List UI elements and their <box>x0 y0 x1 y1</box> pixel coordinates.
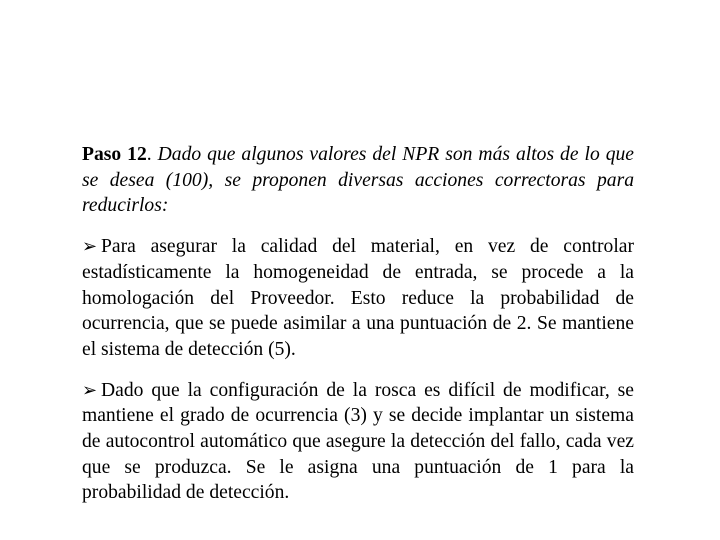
step-paragraph <box>82 142 634 219</box>
bullet-text: Dado que la configuración de la rosca es difícil de modificar, se mantiene el grado de ocurrencia (3) y se decide implantar un sistema de autocontrol automático que asegure la detección del fallo, cada vez que se produzca. Se le asigna una puntuación de 1 para la probabilidad de detección. <box>82 379 634 504</box>
step-separator: . <box>146 144 158 165</box>
step-label: Paso 12 <box>82 144 147 165</box>
slide-body <box>82 142 634 521</box>
arrow-bullet-icon: ➢ <box>82 379 98 401</box>
bullet-item-2 <box>82 378 634 507</box>
step-text: Dado que algunos valores del NPR son más altos de lo que se desea (100), se proponen diversas acciones correctoras para reducirlos: <box>82 144 635 217</box>
bullet-item-1 <box>82 234 634 363</box>
arrow-bullet-icon: ➢ <box>82 236 98 258</box>
bullet-text: Para asegurar la calidad del material, en vez de controlar estadísticamente la homogeneidad de entrada, se procede a la homologación del Proveedor. Esto reduce la probabilidad de ocurrencia, que se puede asimilar a una puntuación de 2. Se mantiene el sistema de detección (5). <box>82 236 634 360</box>
